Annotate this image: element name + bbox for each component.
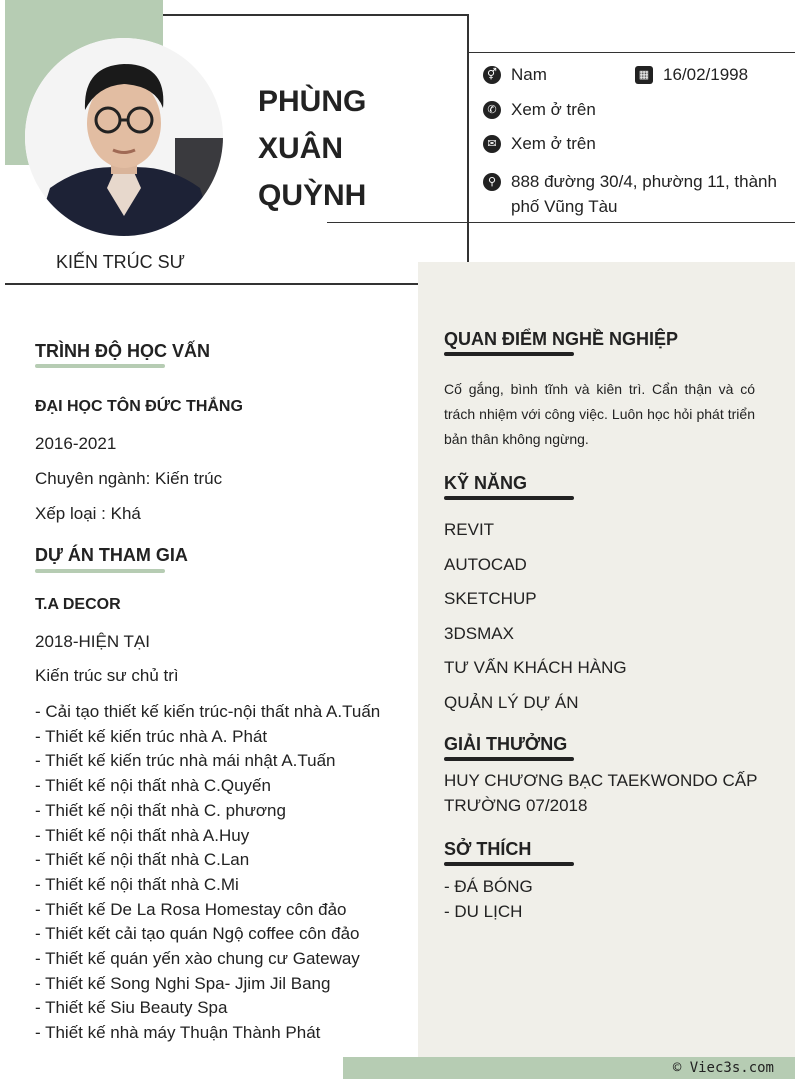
job-title: KIẾN TRÚC SƯ <box>56 252 186 272</box>
career-text: Cố gắng, bình tĩnh và kiên trì. Cẩn thận và có trách nhiệm với công việc. Luôn học hỏi phát triển bản thân không ngừng. <box>444 381 755 447</box>
award-line-1: HUY CHƯƠNG BẠC TAEKWONDO CẤP <box>444 771 758 790</box>
email-value: Xem ở trên <box>511 134 596 153</box>
project-item: - Thiết kế kiến trúc nhà A. Phát <box>35 726 268 746</box>
hobby-item: - ĐÁ BÓNG <box>444 877 533 896</box>
projects-list <box>35 700 380 1046</box>
education-heading: TRÌNH ĐỘ HỌC VẤN <box>35 341 210 361</box>
award-line-2: TRƯỜNG 07/2018 <box>444 796 588 815</box>
education-underline <box>35 364 165 368</box>
gender-value: Nam <box>511 65 547 84</box>
name-line-1: PHÙNG <box>258 85 367 118</box>
birthday-info <box>635 65 748 85</box>
footer-credit: © Viec3s.com <box>672 1060 774 1076</box>
project-item: - Thiết kế Siu Beauty Spa <box>35 998 228 1018</box>
email-info <box>483 134 596 154</box>
education-rank: Xếp loại : Khá <box>35 504 141 523</box>
awards-underline <box>444 757 574 761</box>
phone-icon: ✆ <box>483 101 501 119</box>
skill-item: 3DSMAX <box>444 624 514 643</box>
project-item: - Thiết kế Song Nghi Spa- Jjim Jil Bang <box>35 973 331 993</box>
hobby-item: - DU LỊCH <box>444 902 523 921</box>
project-item: - Thiết kế nội thất nhà A.Huy <box>35 825 250 845</box>
project-item: - Thiết kế nội thất nhà C.Lan <box>35 850 250 870</box>
education-school: ĐẠI HỌC TÔN ĐỨC THẮNG <box>35 398 243 415</box>
awards-heading: GIẢI THƯỞNG <box>444 734 568 754</box>
contact-top-divider <box>468 52 795 53</box>
skill-item: REVIT <box>444 520 495 539</box>
projects-underline <box>35 569 165 573</box>
project-item: - Thiết kết cải tạo quán Ngộ coffee côn đảo <box>35 924 360 944</box>
projects-period: 2018-HIỆN TẠI <box>35 632 150 651</box>
project-item: - Thiết kế kiến trúc nhà mái nhật A.Tuấn <box>35 751 336 771</box>
project-item: - Thiết kế quán yến xào chung cư Gateway <box>35 949 360 969</box>
address-line-2: phố Vũng Tàu <box>511 197 618 216</box>
hobbies-underline <box>444 862 574 866</box>
address-line-1: 888 đường 30/4, phường 11, thành <box>511 172 777 191</box>
candidate-name <box>258 78 366 219</box>
contact-bottom-divider <box>327 222 795 223</box>
career-underline <box>444 352 574 356</box>
calendar-icon: ▦ <box>635 66 653 84</box>
name-line-3: QUỲNH <box>258 179 367 212</box>
project-item: - Thiết kế nhà máy Thuận Thành Phát <box>35 1023 321 1043</box>
project-item: - Cải tạo thiết kế kiến trúc-nội thất nhà A.Tuấn <box>35 702 381 721</box>
phone-info <box>483 100 596 120</box>
project-item: - Thiết kế nội thất nhà C.Quyến <box>35 776 271 796</box>
frame-top-line <box>163 14 468 16</box>
project-item: - Thiết kế De La Rosa Homestay côn đảo <box>35 899 347 919</box>
skill-item: TƯ VẤN KHÁCH HÀNG <box>444 658 627 677</box>
education-period: 2016-2021 <box>35 434 117 453</box>
skill-item: AUTOCAD <box>444 555 527 574</box>
project-item: - Thiết kế nội thất nhà C. phương <box>35 800 286 820</box>
envelope-icon: ✉ <box>483 135 501 153</box>
skill-item: SKETCHUP <box>444 589 537 608</box>
phone-value: Xem ở trên <box>511 100 596 119</box>
frame-bottom-line <box>5 283 418 285</box>
avatar <box>25 38 223 236</box>
projects-heading: DỰ ÁN THAM GIA <box>35 545 188 565</box>
address-value <box>511 169 777 219</box>
location-icon: ⚲ <box>483 173 501 191</box>
awards-text <box>444 768 757 818</box>
projects-role: Kiến trúc sư chủ trì <box>35 666 179 685</box>
birthday-value: 16/02/1998 <box>663 65 749 84</box>
hobbies-list <box>444 874 533 924</box>
skills-heading: KỸ NĂNG <box>444 473 528 493</box>
hobbies-heading: SỞ THÍCH <box>444 839 532 859</box>
projects-company: T.A DECOR <box>35 596 121 613</box>
avatar-portrait-icon <box>25 38 223 236</box>
gender-info <box>483 65 547 85</box>
project-item: - Thiết kế nội thất nhà C.Mi <box>35 874 239 894</box>
career-heading: QUAN ĐIỂM NGHỀ NGHIỆP <box>444 329 679 349</box>
skills-underline <box>444 496 574 500</box>
education-major: Chuyên ngành: Kiến trúc <box>35 469 223 488</box>
address-info <box>483 169 777 219</box>
gender-icon: ⚥ <box>483 66 501 84</box>
name-line-2: XUÂN <box>258 132 344 165</box>
skill-item: QUẢN LÝ DỰ ÁN <box>444 693 579 712</box>
